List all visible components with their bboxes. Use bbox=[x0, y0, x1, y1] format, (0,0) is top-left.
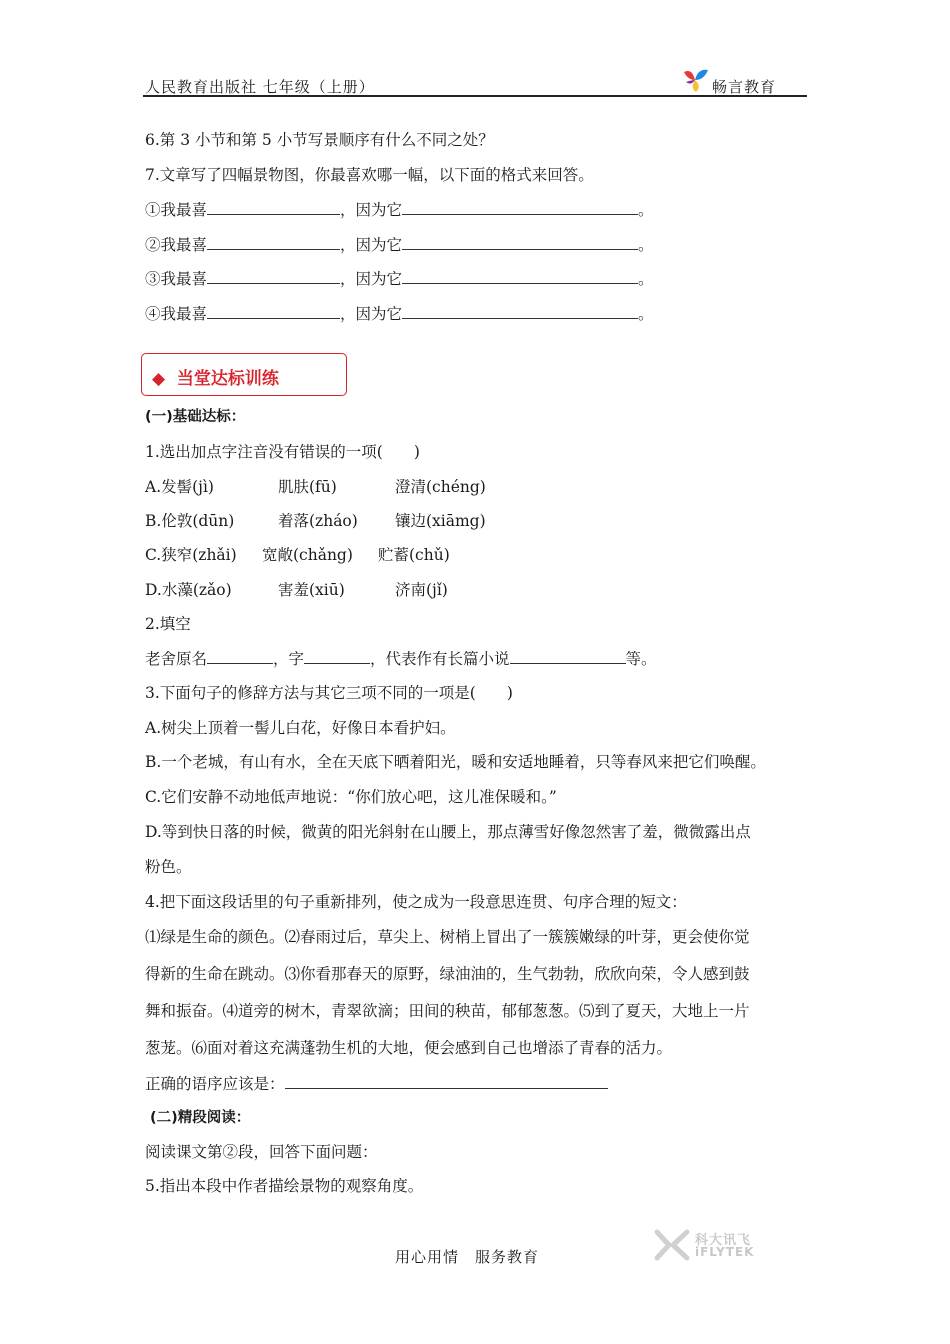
part2-heading: (二)精段阅读： bbox=[150, 1110, 251, 1126]
q3-option-a: A.树尖上顶着一髻儿白花，好像日本看护妇。 bbox=[145, 719, 456, 737]
iflytek-logo bbox=[653, 1228, 773, 1264]
q1-option-a bbox=[145, 475, 214, 497]
answer-line-3 bbox=[145, 267, 654, 289]
option-item: 肌肤(fū) bbox=[278, 478, 337, 496]
answer-blank[interactable] bbox=[285, 1074, 608, 1089]
option-label: A. bbox=[145, 478, 162, 496]
q1-option-d bbox=[145, 578, 232, 600]
answer-prefix: 我最喜 bbox=[160, 305, 208, 323]
option-item: 镶边(xiāmg) bbox=[395, 512, 486, 530]
fill-text: 老舍原名 bbox=[145, 650, 208, 668]
q3-option-d: D.等到快日落的时候，微黄的阳光斜射在山腰上，那点薄雪好像忽然害了羞，微微露出点 bbox=[145, 823, 751, 841]
iflytek-cn: 科大讯飞 bbox=[695, 1233, 752, 1248]
option-item: 害羞(xiū) bbox=[278, 581, 345, 599]
section-title-text: 当堂达标训练 bbox=[176, 369, 279, 389]
q4-text-line: 得新的生命在跳动。⑶你看那春天的原野，绿油油的，生气勃勃，欣欣向荣，令人感到鼓 bbox=[145, 965, 750, 983]
iflytek-en: iFLYTEK bbox=[695, 1245, 755, 1259]
question-2-fill-line bbox=[145, 647, 657, 669]
fill-text: 等。 bbox=[625, 650, 657, 668]
answer-number: ② bbox=[145, 236, 161, 254]
answer-blank[interactable] bbox=[207, 235, 340, 250]
option-item: 澄清(chéng) bbox=[395, 478, 486, 496]
answer-line-2 bbox=[145, 233, 654, 255]
answer-blank[interactable] bbox=[402, 269, 638, 284]
q4-answer-line bbox=[145, 1072, 608, 1094]
fill-blank[interactable] bbox=[510, 649, 626, 664]
iflytek-mark-icon bbox=[653, 1228, 691, 1262]
q1-option-b bbox=[145, 509, 234, 531]
fill-blank[interactable] bbox=[304, 649, 370, 664]
question-5: 5.指出本段中作者描绘景物的观察角度。 bbox=[145, 1177, 424, 1195]
option-item: 宽敞(chǎng) bbox=[262, 546, 353, 564]
q3-option-b: B.一个老城，有山有水，全在天底下晒着阳光，暖和安适地睡着，只等春风来把它们唤醒。 bbox=[145, 753, 766, 771]
part2-intro: 阅读课文第②段，回答下面问题： bbox=[145, 1143, 378, 1161]
footer-slogan: 用心用情 服务教育 bbox=[395, 1248, 540, 1266]
answer-number: ① bbox=[145, 201, 161, 219]
answer-middle: ，因为它 bbox=[340, 236, 403, 254]
option-item: 伦敦(dūn) bbox=[161, 512, 235, 530]
answer-middle: ，因为它 bbox=[340, 201, 403, 219]
q3-option-d-cont: 粉色。 bbox=[145, 858, 192, 876]
option-item: 发髻(jì) bbox=[161, 478, 214, 496]
answer-blank[interactable] bbox=[207, 304, 340, 319]
answer-number: ③ bbox=[145, 270, 161, 288]
answer-blank[interactable] bbox=[402, 235, 638, 250]
answer-end: 。 bbox=[638, 201, 654, 219]
answer-blank[interactable] bbox=[402, 304, 638, 319]
option-label: C. bbox=[145, 546, 162, 564]
header-divider bbox=[143, 95, 807, 97]
part1-heading: (一)基础达标： bbox=[145, 409, 246, 425]
answer-number: ④ bbox=[145, 305, 161, 323]
diamond-bullet-icon: ◆ bbox=[152, 369, 166, 389]
q4-text-line: 舞和振奋。⑷道旁的树木，青翠欲滴；田间的秧苗，郁郁葱葱。⑸到了夏天，大地上一片 bbox=[145, 1002, 750, 1020]
q1-option-c bbox=[145, 543, 237, 565]
answer-prefix: 我最喜 bbox=[160, 236, 208, 254]
option-item: 狭窄(zhǎi) bbox=[161, 546, 237, 564]
q4-text-line: 葱茏。⑹面对着这充满蓬勃生机的大地，便会感到自己也增添了青春的活力。 bbox=[145, 1039, 673, 1057]
section-title bbox=[152, 364, 279, 389]
fill-text: ，代表作有长篇小说 bbox=[370, 650, 510, 668]
q3-option-c: C.它们安静不动地低声地说：“你们放心吧，这儿准保暖和。” bbox=[145, 788, 557, 806]
option-item: 贮蓄(chǔ) bbox=[378, 546, 450, 564]
question-7: 7.文章写了四幅景物图，你最喜欢哪一幅，以下面的格式来回答。 bbox=[145, 166, 594, 184]
answer-prefix: 我最喜 bbox=[160, 270, 208, 288]
answer-end: 。 bbox=[638, 305, 654, 323]
option-item: 水藻(zǎo) bbox=[161, 581, 232, 599]
question-1: 1.选出加点字注音没有错误的一项( ) bbox=[145, 443, 420, 461]
option-item: 着落(zháo) bbox=[278, 512, 358, 530]
question-2: 2.填空 bbox=[145, 615, 191, 633]
q4-text-line: ⑴绿是生命的颜色。⑵春雨过后，草尖上、树梢上冒出了一簇簇嫩绿的叶芽，更会使你觉 bbox=[145, 928, 750, 946]
answer-blank[interactable] bbox=[402, 200, 638, 215]
answer-end: 。 bbox=[638, 270, 654, 288]
answer-blank[interactable] bbox=[207, 269, 340, 284]
question-4: 4.把下面这段话里的句子重新排列，使之成为一段意思连贯、句序合理的短文： bbox=[145, 893, 687, 911]
question-3: 3.下面句子的修辞方法与其它三项不同的一项是( ) bbox=[145, 684, 513, 702]
answer-line-1 bbox=[145, 198, 654, 220]
answer-prompt: 正确的语序应该是： bbox=[145, 1075, 285, 1093]
answer-prefix: 我最喜 bbox=[160, 201, 208, 219]
brand-logo-icon bbox=[680, 66, 712, 94]
question-6: 6.第 3 小节和第 5 小节写景顺序有什么不同之处？ bbox=[145, 131, 494, 149]
answer-blank[interactable] bbox=[207, 200, 340, 215]
option-label: D. bbox=[145, 581, 162, 599]
answer-middle: ，因为它 bbox=[340, 270, 403, 288]
answer-middle: ，因为它 bbox=[340, 305, 403, 323]
answer-end: 。 bbox=[638, 236, 654, 254]
fill-blank[interactable] bbox=[207, 649, 273, 664]
brand-name: 畅言教育 bbox=[712, 78, 777, 96]
option-item: 济南(jǐ) bbox=[395, 581, 448, 599]
answer-line-4 bbox=[145, 302, 654, 324]
option-label: B. bbox=[145, 512, 162, 530]
header-title: 人民教育出版社 七年级（上册） bbox=[145, 78, 375, 96]
fill-text: ，字 bbox=[273, 650, 305, 668]
